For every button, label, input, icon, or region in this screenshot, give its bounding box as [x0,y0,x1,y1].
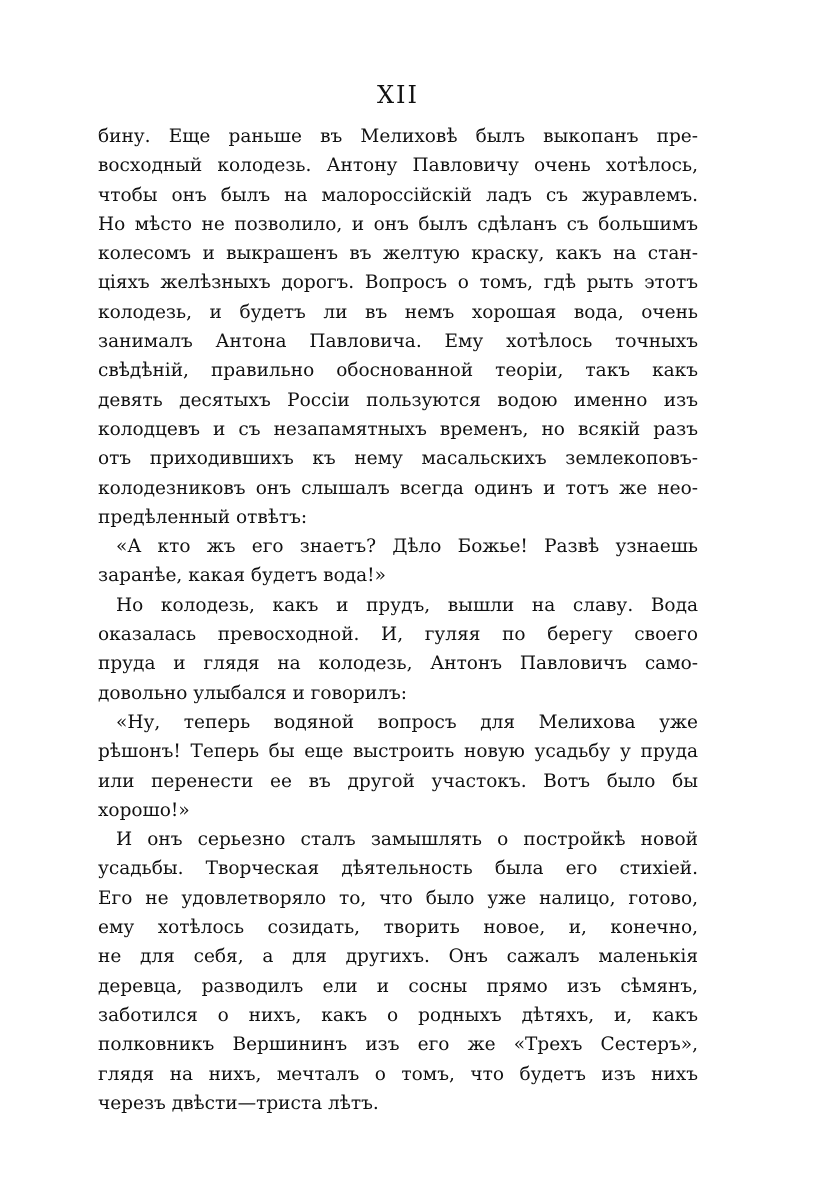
text-line: девять десятыхъ Россіи пользуются водою именно изъ [98,389,698,411]
text-line: «А кто жъ его знаетъ? Дѣло Божье! Развѣ узнаешь [116,536,698,558]
text-line: или перенести ее въ другой участокъ. Вотъ было бы [98,770,698,792]
page-number: XII [376,81,420,109]
text-line: заботился о нихъ, какъ о родныхъ дѣтяхъ, и, какъ [98,1004,698,1026]
text-line: Но мѣсто не позволило, и онъ былъ сдѣланъ съ большимъ [98,213,698,235]
text-line: «Ну, теперь водяной вопросъ для Мелихова уже [116,711,698,733]
text-line: Его не удовлетворяло то, что было уже налицо, готово, [98,887,698,909]
text-line: деревца, разводилъ ели и сосны прямо изъ сѣмянъ, [98,975,698,997]
text-line: свѣдѣній, правильно обоснованной теоріи, такъ какъ [98,360,698,382]
page-body-text [98,122,698,1118]
text-line: заранѣе, какая будетъ вода!» [98,565,386,587]
text-line: усадьбы. Творческая дѣятельность была его стихіей. [98,858,698,880]
text-line: бину. Еще раньше въ Мелиховѣ былъ выкопанъ пре- [98,126,698,147]
text-line: восходный колодезь. Антону Павловичу очень хотѣлось, [98,155,698,177]
text-line: колодезниковъ онъ слышалъ всегда одинъ и тотъ же нео- [98,477,698,499]
text-line: черезъ двѣсти—триста лѣтъ. [98,1092,379,1114]
text-line: пруда и глядя на колодезь, Антонъ Павловичъ само- [98,653,698,675]
text-line: ціяхъ желѣзныхъ дорогъ. Вопросъ о томъ, гдѣ рыть этотъ [98,272,698,294]
text-line: хорошо!» [98,799,190,821]
text-line: ему хотѣлось созидать, творить новое, и, конечно, [98,917,698,939]
text-line: рѣшонъ! Теперь бы еще выстроить новую усадьбу у пруда [98,741,698,763]
text-line: И онъ серьезно сталъ замышлять о постройкѣ новой [116,829,698,851]
text-line: оказалась превосходной. И, гуляя по берегу своего [98,624,698,646]
text-line: глядя на нихъ, мечталъ о томъ, что будетъ изъ нихъ [98,1063,698,1085]
text-line: занималъ Антона Павловича. Ему хотѣлось точныхъ [98,331,698,353]
text-line: чтобы онъ былъ на малороссійскій ладъ съ журавлемъ. [98,184,698,206]
book-page [98,78,698,1118]
text-line: предѣленный отвѣтъ: [98,506,308,528]
text-line: колесомъ и выкрашенъ въ желтую краску, какъ на стан- [98,243,698,265]
text-line: отъ приходившихъ къ нему масальскихъ землекоповъ- [98,448,698,470]
text-line: полковникъ Вершининъ изъ его же «Трехъ Сестеръ», [98,1034,698,1056]
text-line: колодцевъ и съ незапамятныхъ временъ, но всякій разъ [98,418,698,440]
text-line: Но колодезь, какъ и прудъ, вышли на славу. Вода [116,594,698,616]
text-line: довольно улыбался и говорилъ: [98,682,407,704]
text-line: не для себя, а для другихъ. Онъ сажалъ маленькія [98,946,698,968]
text-line: колодезь, и будетъ ли въ немъ хорошая вода, очень [98,301,698,323]
